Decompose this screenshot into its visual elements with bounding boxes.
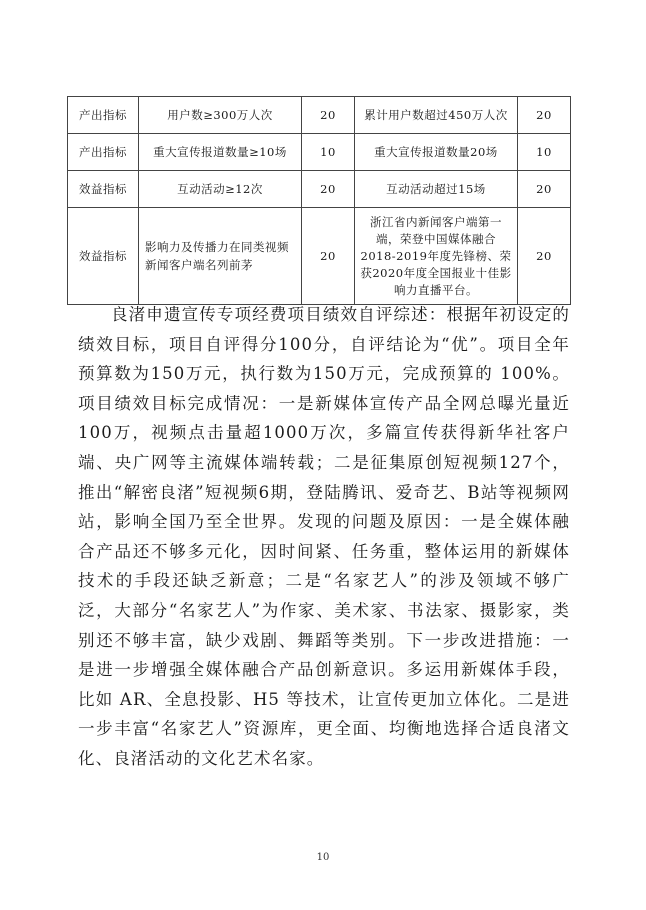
table-row bbox=[68, 97, 571, 134]
table-row bbox=[68, 134, 571, 171]
score-weight-cell: 10 bbox=[302, 134, 355, 171]
score-weight-cell: 20 bbox=[302, 208, 355, 305]
target-value-cell: 互动活动≥12次 bbox=[139, 171, 302, 208]
page-number: 10 bbox=[316, 852, 330, 863]
actual-result-cell: 浙江省内新闻客户端第一端，荣登中国媒体融合2018-2019年度先锋榜、荣获2020年度全国报业十佳影响力直播平台。 bbox=[355, 208, 518, 305]
table-row bbox=[68, 208, 571, 305]
self-evaluation-summary-paragraph: 良渚申遗宣传专项经费项目绩效自评综述：根据年初设定的绩效目标，项目自评得分100分，自评结论为“优”。项目全年预算数为150万元，执行数为150万元，完成预算的 100%。项目绩效目标完成情况：一是新媒体宣传产品全网总曝光量近100万，视频点击量超1000万次，多篇宣传获得新华社客户端、央广网等主流媒体端转载；二是征集原创短视频127个，推出“解密良渚”短视频6期，登陆腾讯、爱奇艺、B站等视频网站，影响全国乃至全世界。发现的问题及原因：一是全媒体融合产品还不够多元化，因时间紧、任务重，整体运用的新媒体技术的手段还缺乏新意；二是“名家艺人”的涉及领域不够广泛，大部分“名家艺人”为作家、美术家、书法家、摄影家，类别还不够丰富，缺少戏剧、舞蹈等类别。下一步改进措施：一是进一步增强全媒体融合产品创新意识。多运用新媒体手段，比如 AR、全息投影、H5 等技术，让宣传更加立体化。二是进一步丰富“名家艺人”资源库，更全面、均衡地选择合适良渚文化、良渚活动的文化艺术名家。 bbox=[78, 305, 570, 768]
score-weight-cell: 20 bbox=[302, 171, 355, 208]
indicator-type-cell: 效益指标 bbox=[68, 208, 139, 305]
indicator-type-cell: 产出指标 bbox=[68, 97, 139, 134]
actual-result-cell: 互动活动超过15场 bbox=[355, 171, 518, 208]
table-row bbox=[68, 171, 571, 208]
target-value-cell: 重大宣传报道数量≥10场 bbox=[139, 134, 302, 171]
indicator-type-cell: 效益指标 bbox=[68, 171, 139, 208]
target-value-cell: 影响力及传播力在同类视频新闻客户端名列前茅 bbox=[139, 208, 302, 305]
score-earned-cell: 20 bbox=[518, 171, 571, 208]
actual-result-cell: 累计用户数超过450万人次 bbox=[355, 97, 518, 134]
actual-result-cell: 重大宣传报道数量20场 bbox=[355, 134, 518, 171]
score-weight-cell: 20 bbox=[302, 97, 355, 134]
indicator-type-cell: 产出指标 bbox=[68, 134, 139, 171]
target-value-cell: 用户数≥300万人次 bbox=[139, 97, 302, 134]
score-earned-cell: 10 bbox=[518, 134, 571, 171]
score-earned-cell: 20 bbox=[518, 208, 571, 305]
performance-indicator-table bbox=[67, 96, 571, 305]
score-earned-cell: 20 bbox=[518, 97, 571, 134]
